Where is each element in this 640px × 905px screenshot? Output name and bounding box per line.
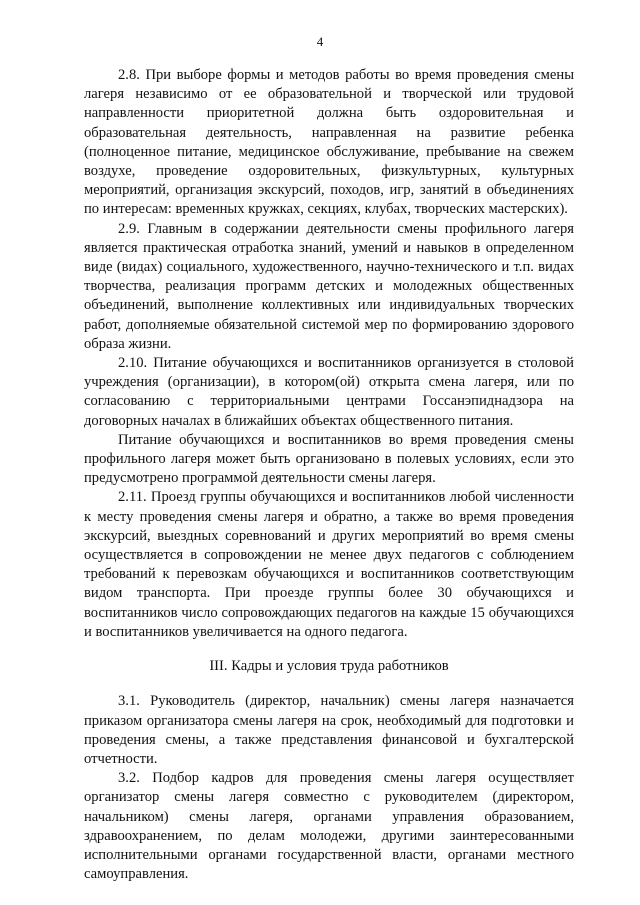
paragraph-2-8: 2.8. При выборе формы и методов работы во время проведения смены лагеря независимо от ее образовательной и творческой или трудовой направленности приоритетной должна быть оздоровительная и образовательная деятельность, направленная на развитие ребенка (полноценное питание, медицинское обслуживание, пребывание на свежем воздухе, проведение оздоровительных, физкультурных, культурных мероприятий, организация экскурсий, походов, игр, занятий в объединениях по интересам: временных кружках, секциях, клубах, творческих мастерских). bbox=[84, 67, 574, 218]
document-body bbox=[84, 66, 574, 884]
paragraph-2-9: 2.9. Главным в содержании деятельности смены профильного лагеря является практическая отработка знаний, умений и навыков в определенном виде (видах) социального, художественного, научно-технического и т.п. видах творчества, реализация программ детских и молодежных общественных объединений, выполнение коллективных или индивидуальных творческих работ, дополняемые обязательной системой мер по формированию здорового образа жизни. bbox=[84, 220, 574, 352]
page-number: 4 bbox=[316, 34, 324, 49]
paragraph-2-11: 2.11. Проезд группы обучающихся и воспитанников любой численности к месту проведения смены лагеря и обратно, а также во время проведения экскурсий, выездных соревнований и других мероприятий во время смены осуществляется в сопровождении не менее двух педагогов с соблюдением требований к перевозкам обучающихся и воспитанников соответствующим видом транспорта. При проезде группы более 30 обучающихся и воспитанников число сопровождающих педагогов на каждые 15 обучающихся и воспитанников увеличивается на одного педагога. bbox=[84, 489, 574, 640]
paragraph-3-2: 3.2. Подбор кадров для проведения смены лагеря осуществляет организатор смены лагеря совместно с руководителем (директором, начальником) смены лагеря, органами управления образованием, здравоохранением, по делам молодежи, другими заинтересованными исполнительными органами государственной власти, органами местного самоуправления. bbox=[84, 770, 574, 883]
paragraph-2-10: 2.10. Питание обучающихся и воспитанников организуется в столовой учреждения (организации), в котором(ой) открыта смена лагеря, или по согласованию с территориальными центрами Госсанэпиднадзора на договорных началах в ближайших объектах общественного питания. bbox=[84, 355, 574, 429]
paragraph-2-10-continued: Питание обучающихся и воспитанников во время проведения смены профильного лагеря может быть организовано в полевых условиях, если это предусмотрено программой деятельности смены лагеря. bbox=[84, 431, 574, 487]
section-heading: III. Кадры и условия труда работников bbox=[209, 658, 449, 675]
paragraph-3-1: 3.1. Руководитель (директор, начальник) смены лагеря назначается приказом организатора смены лагеря на срок, необходимый для подготовки и проведения смены, а также представления финансовой и бухгалтерской отчетности. bbox=[84, 693, 574, 767]
